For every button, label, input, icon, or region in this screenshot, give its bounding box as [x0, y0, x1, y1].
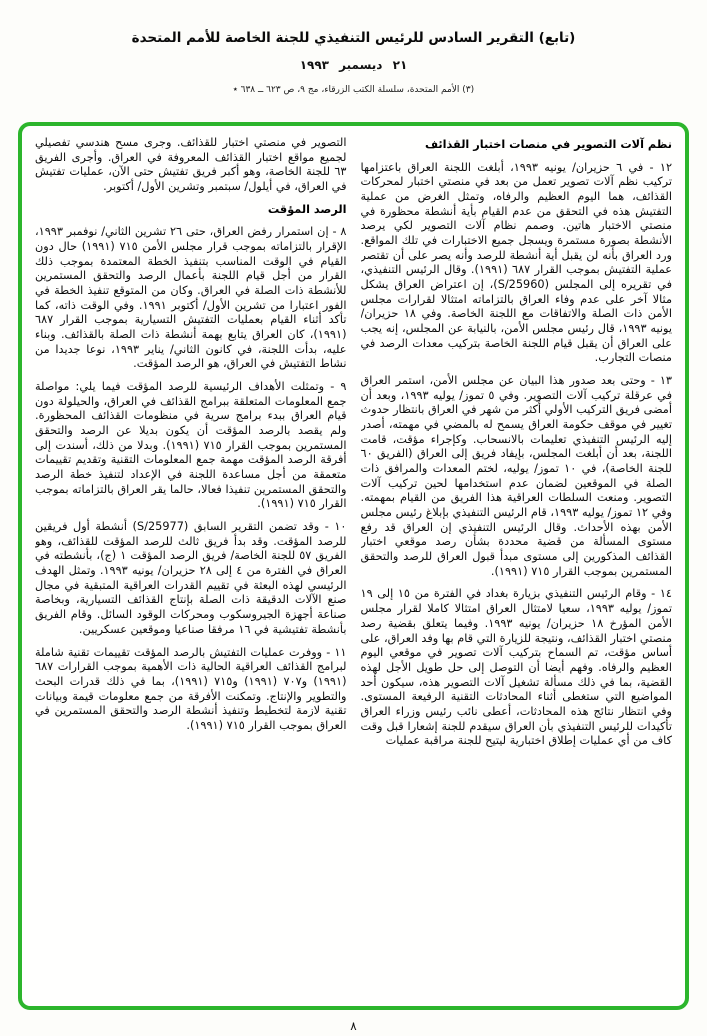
- paragraph-11: ١١ - ووفرت عمليات التفتيش بالرصد المؤقت تقييمات تقنية شاملة لبرامج القذائف العراقية الحالية ذات الأهمية بموجب القرارات ٦٨٧ (١٩٩١) و٧٠٧ (١٩٩١) و٧١٥ (١٩٩١)، بما في ذلك قدرات البحث والتطوير والإنتاج. وتمكنت الأفرقة من جمع معلومات قيمة وبيانات تقنية لازمة لتخطيط وتنفيذ أنشطة الرصد والتحقق المستمرين في العراق بموجب القرار ٧١٥ (١٩٩١).: [35, 645, 347, 732]
- section-heading-interim-monitoring: الرصد المؤقت: [267, 202, 347, 216]
- footnote: (٣) الأمم المتحدة، سلسلة الكتب الزرقاء، مج ٩، ص ٦٢٣ ــ ٦٣٨ ٭: [232, 85, 475, 95]
- paragraph-8: ٨ - إن استمرار رفض العراق، حتى ٢٦ تشرين الثاني/ نوفمبر ١٩٩٣، الإقرار بالتزاماته بموجب قرار مجلس الأمن ٧١٥ (١٩٩١) حال دون القيام في الوقت المناسب بتنفيذ الخطة المعتمدة بموجب ذلك القرار من أجل قيام اللجنة بأعمال الرصد والتحقق المستمرين للأنشطة ذات الصلة في العراق. وكان من المتوقع تنفيذ الخطة في الفور اعتبارا من تشرين الأول/ أكتوبر ١٩٩١. وفي الوقت ذاته، كما تأكد أثناء القيام بعمليات التفتيش التسيارية بموجب القرار ٦٨٧ (١٩٩١)، كان العراق يتابع بهمة أنشطة ذات الصلة بالقذائف. وبناء عليه، بدأت اللجنة، في كانون الثاني/ يناير ١٩٩٣، نوعا جديدا من نشاط التفتيش في العراق، هو الرصد المؤقت.: [35, 225, 347, 371]
- page-number: ٨: [350, 1019, 357, 1033]
- page-date: ٢١ ديسمبر ١٩٩٣: [299, 58, 408, 72]
- page-header: [0, 0, 707, 95]
- column-left: [35, 136, 347, 998]
- paragraph-continuation: التصوير في منصتي اختبار للقذائف. وجرى مسح هندسي تفصيلي لجميع مواقع اختبار القذائف المعروفة في العراق. وأجرى الفريق ٦٣ للجنة الخاصة، وهو أكبر فريق تفتيش حتى الآن، عمليات تفتيش في العراق، في أيلول/ سبتمبر وتشرين الأول/ أكتوبر.: [35, 136, 347, 194]
- paragraph-10: ١٠ - وقد تضمن التقرير السابق (S/25977) أنشطة أول فريقين للرصد المؤقت. وقد بدأ فريق ثالث للرصد المؤقت للقذائف، وهو الفريق ٥٧ للجنة الخاصة/ فريق الرصد المؤقت ١ (ج)، بأنشطته في العراق في الفترة من ٤ إلى ٢٨ حزيران/ يونيه ١٩٩٣. وتمثل الهدف الرئيسي لهذه البعثة في تقييم القدرات العراقية المتبقية في مجال صنع الآلات الدقيقة ذات الصلة بإنتاج القذائف التسيارية، وبخاصة صناعة أجهزة الجيروسكوب ومحركات الوقود السائل. وقام الفريق بأنشطة تفتيشية في ١٦ مرفقا صناعيا وموقعين عسكريين.: [35, 520, 347, 636]
- column-right: [361, 136, 673, 998]
- paragraph-12: ١٢ - في ٦ حزيران/ يونيه ١٩٩٣، أبلغت اللجنة العراق باعتزامها تركيب نظم آلات تصوير تعمل من بعد في منصتي اختبار لمحركات القذائف، هما اليوم العظيم والرفاه، وتمثل الغرض من عملية التفتيش هذه في التحقق من عدم القيام بأية أنشطة محظورة في منصتي الاختبار هاتين. وصمم نظام آلات التصوير لكي يرصد الأنشطة بصورة مستمرة ويسجل جميع الاختبارات في تلك المواقع. ورد العراق بأنه لن يقبل أية أنشطة للرصد وأنه يصر على أن تقتصر عملية التفتيش بموجب القرار ٦٨٧ (١٩٩١). وقال الرئيس التنفيذي، في تقريره إلى المجلس (S/25960)، إن اعتراض العراق يشكل مثالا آخر على عدم وفاء العراق بالتزاماته امتثالا لقرارات مجلس الأمن ذات الصلة والاتفاقات مع اللجنة الخاصة. وفي ١٨ حزيران/ يونيه ١٩٩٣، قال رئيس مجلس الأمن، بالنيابة عن المجلس، إنه يجب على العراق أن يقبل قيام اللجنة الخاصة بتركيب معدات الرصد في منصات التجارب.: [360, 160, 672, 365]
- paragraph-13: ١٣ - وحتى بعد صدور هذا البيان عن مجلس الأمن، استمر العراق في عرقلة تركيب آلات التصوير. وفي ٥ تموز/ يوليه ١٩٩٣، وبعد أن أمضى فريق التركيب الأولي أكثر من شهر في العراق بانتظار حدوث تغيير في موقف حكومة العراق يسمح له بالمضي في مهمته، أصدر إليه الرئيس التنفيذي تعليمات بالانسحاب. وكإجراء مؤقت، قامت اللجنة، بعد أن أبلغت المجلس، بإيفاد فريق إلى العراق (الفريق ٦٠ للجنة الخاصة)، في ١٠ تموز/ يوليه، لختم المعدات والمرافق ذات الصلة في الموقعين لضمان عدم استخدامها لحين تركيب آلات التصوير. ومنعت السلطات العراقية هذا الفريق من القيام بمهمته. وفي ١٢ تموز/ يوليه ١٩٩٣، قام الرئيس التنفيذي بإبلاغ رئيس مجلس الأمن بهذه الأحداث. وقال الرئيس التنفيذي إن العراق قد رفع مستوى المسألة من قضية محددة بشأن رصد موقعي اختبار القذائف المذكورين إلى مستوى مبدأ قبول العراق للرصد والتحقق المستمرين بموجب القرار ٧١٥ (١٩٩١).: [360, 374, 672, 578]
- page-title: (تابع) التقرير السادس للرئيس التنفيذي للجنة الخاصة للأمم المتحدة: [131, 30, 576, 46]
- content-frame: [18, 122, 689, 1010]
- paragraph-9: ٩ - وتمثلت الأهداف الرئيسية للرصد المؤقت فيما يلي: مواصلة جمع المعلومات المتعلقة ببرامج القذائف في العراق، والحيلولة دون قيام العراق ببدء برامج سرية في منظومات القذائف المحظورة. ولم يقصد بالرصد المؤقت أن يكون بديلا عن الرصد والتحقق المستمرين بموجب القرار ٧١٥ (١٩٩١). وبدلا من ذلك، أسندت إلى أفرقة الرصد المؤقت مهمة جمع المعلومات التقنية وتقديم تقييمات متعمقة من أجل مساعدة اللجنة في الإعداد لتنفيذ خطة الرصد والتحقق المستمرين تنفيذا فعالا، حالما يقر العراق بالتزاماته بموجب القرار ٧١٥ (١٩٩١).: [35, 380, 347, 511]
- two-column-layout: [35, 136, 672, 998]
- paragraph-14: ١٤ - وقام الرئيس التنفيذي بزيارة بغداد في الفترة من ١٥ إلى ١٩ تموز/ يوليه ١٩٩٣، سعيا لامتثال العراق امتثالا كاملا لقرار مجلس الأمن المؤرخ ١٨ حزيران/ يونيه ١٩٩٣. وفيما يتعلق بقضية رصد منصتي اختبار القذائف، ونتيجة للزيارة التي قام بها وفد العراق، على أساس مؤقت، تم السماح بتركيب آلات تصوير في موقعي اليوم العظيم والرفاه. وفهم أيضا أن التوصل إلى حل طويل الأجل لهذه القضية، بما في ذلك مسألة تشغيل آلات التصوير هذه، سيكون أحد المواضيع التي ستغطى أثناء المحادثات التقنية الرفيعة المستوى. وفي انتظار نتائج هذه المحادثات، أعطى نائب رئيس وزراء العراق تأكيدات للرئيس التنفيذي بأن العراق سيقدم للجنة إشعارا قبل وقت كاف من أي عمليات إطلاق اختبارية ليتيح للجنة مراقبة عمليات: [360, 587, 672, 748]
- section-heading-camera-systems: نظم آلات التصوير في منصات اختبار القذائف: [424, 138, 672, 151]
